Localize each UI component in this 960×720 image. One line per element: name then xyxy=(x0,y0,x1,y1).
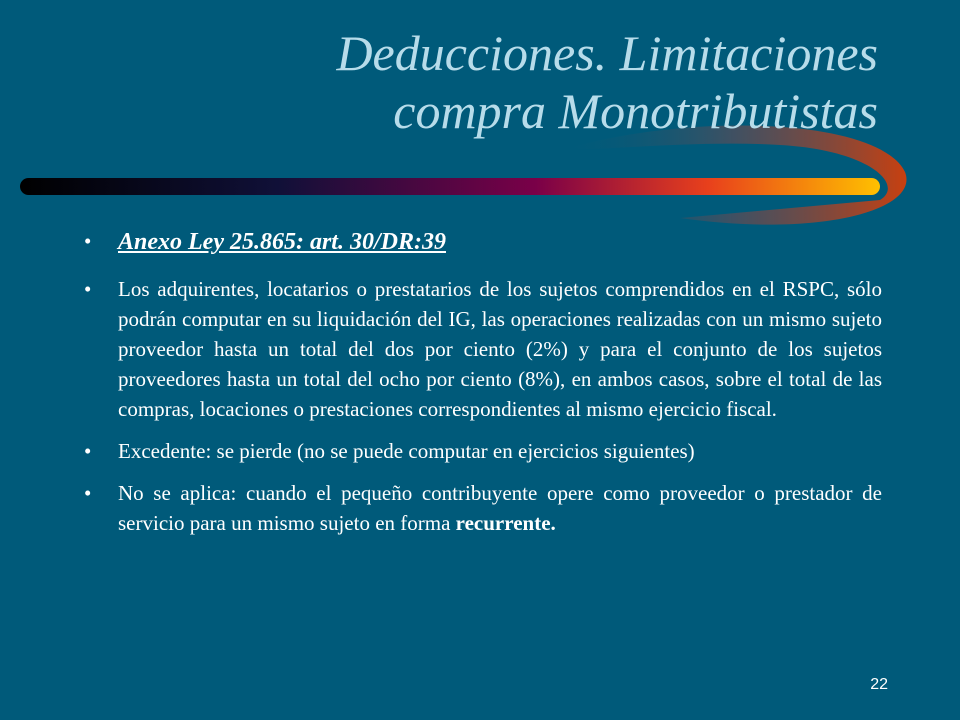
bullet-marker: • xyxy=(84,277,92,301)
bullet-item-not-applicable xyxy=(82,478,882,538)
page-number: 22 xyxy=(870,676,888,693)
bullet-list xyxy=(82,222,882,550)
gradient-divider-bar xyxy=(20,178,880,195)
not-applicable-paragraph xyxy=(118,478,882,538)
not-applicable-text: No se aplica: cuando el pequeño contribuyente opere como proveedor o prestador de servicio para un mismo sujeto en forma xyxy=(118,481,882,535)
recurrent-emphasis: recurrente. xyxy=(455,511,556,535)
excess-paragraph: Excedente: se pierde (no se puede computar en ejercicios siguientes) xyxy=(118,439,695,463)
decorative-swoosh xyxy=(560,125,906,224)
bullet-marker: • xyxy=(84,481,92,505)
bullet-item-excess xyxy=(82,436,882,466)
bullet-item-law-reference xyxy=(82,222,882,262)
limitations-paragraph: Los adquirentes, locatarios o prestatarios de los sujetos comprendidos en el RSPC, sólo podrán computar en su liquidación del IG, las operaciones realizadas con un mismo sujeto proveedor hasta un total del dos por ciento (2%) y para el conjunto de los sujetos proveedores hasta un total del ocho por ciento (8%), en ambos casos, sobre el total de las compras, locaciones o prestaciones correspondientes al mismo ejercicio fiscal. xyxy=(118,277,882,421)
law-reference-heading: Anexo Ley 25.865: art. 30/DR:39 xyxy=(118,229,446,255)
bullet-marker: • xyxy=(84,439,92,463)
bullet-marker: • xyxy=(84,229,92,253)
slide-title-line-2: compra Monotributistas xyxy=(393,83,878,139)
slide-title xyxy=(118,24,878,140)
bullet-item-limitations xyxy=(82,274,882,424)
slide-title-line-1: Deducciones. Limitaciones xyxy=(336,25,878,81)
